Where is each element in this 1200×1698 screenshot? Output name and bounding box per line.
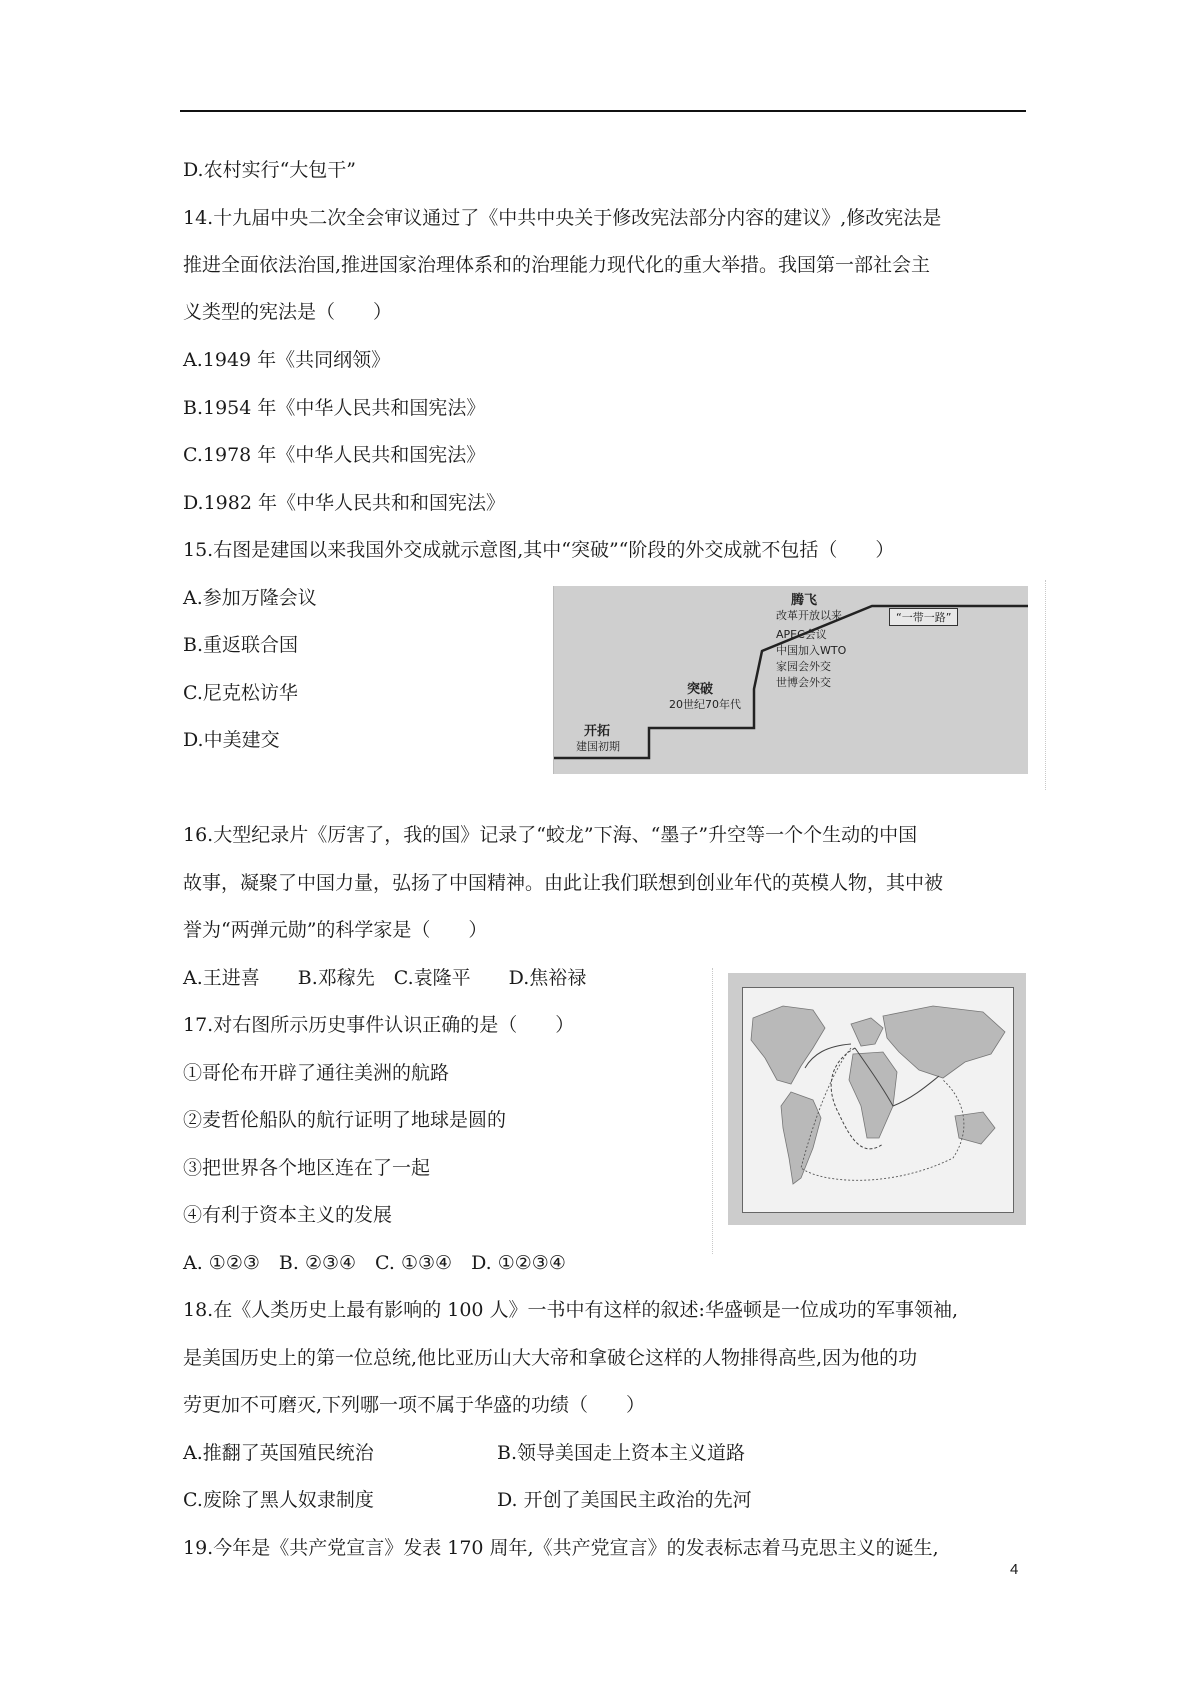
figure-guide-line [712,968,714,1254]
diplomacy-staircase-figure [553,586,1028,774]
step3-item: 中国加入WTO [776,644,847,657]
step3-item: 世博会外交 [776,676,831,689]
belt-road-banner: “一带一路” [889,608,958,626]
step3-item: APEC会议 [776,628,827,641]
q18-option-c: C.废除了黑人奴隶制度 [183,1489,374,1511]
q13-option-d: D.农村实行“大包干” [183,159,357,181]
figure-guide-line [1045,580,1047,790]
q17-stem: 17.对右图所示历史事件认识正确的是（ ） [183,1014,575,1036]
q17-options: A. ①②③ B. ②③④ C. ①③④ D. ①②③④ [183,1252,566,1274]
q17-statement-1: ①哥伦布开辟了通往美洲的航路 [183,1062,450,1084]
header-rule [180,110,1026,112]
step1-title: 开拓 [584,724,611,739]
q15-stem: 15.右图是建国以来我国外交成就示意图,其中“突破”“阶段的外交成就不包括（ ） [183,539,895,561]
q14-stem-line3: 义类型的宪法是（ ） [183,301,393,323]
q18-stem-line2: 是美国历史上的第一位总统,他比亚历山大大帝和拿破仑这样的人物排得高些,因为他的功 [183,1347,918,1369]
q14-option-b: B.1954 年《中华人民共和国宪法》 [183,397,486,419]
step2-subtitle: 20世纪70年代 [669,698,741,711]
q19-stem-line1: 19.今年是《共产党宣言》发表 170 周年,《共产党宣言》的发表标志着马克思主义的诞生, [183,1537,939,1559]
q14-option-d: D.1982 年《中华人民共和和国宪法》 [183,492,505,514]
q17-statement-4: ④有利于资本主义的发展 [183,1204,393,1226]
q16-stem-line1: 16.大型纪录片《厉害了，我的国》记录了“蛟龙”下海、“墨子”升空等一个个生动的中国 [183,824,918,846]
step2-title: 突破 [687,682,714,697]
page-number: 4 [1010,1561,1019,1578]
step3-item: 家园会外交 [776,660,831,673]
q15-option-a: A.参加万隆会议 [183,587,317,609]
q17-statement-2: ②麦哲伦船队的航行证明了地球是圆的 [183,1109,507,1131]
step3-subtitle: 改革开放以来 [776,609,842,622]
step3-title: 腾飞 [791,593,818,608]
q14-option-a: A.1949 年《共同纲领》 [183,349,391,371]
q16-stem-line2: 故事，凝聚了中国力量，弘扬了中国精神。由此让我们联想到创业年代的英模人物，其中被 [183,872,944,894]
q18-option-b: B.领导美国走上资本主义道路 [497,1442,746,1464]
q14-stem-line1: 14.十九届中央二次全会审议通过了《中共中央关于修改宪法部分内容的建议》,修改宪法是 [183,207,942,229]
world-voyages-map [728,973,1026,1225]
q15-option-c: C.尼克松访华 [183,682,298,704]
q16-stem-line3: 誉为“两弹元勋”的科学家是（ ） [183,919,488,941]
q14-stem-line2: 推进全面依法治国,推进国家治理体系和的治理能力现代化的重大举措。我国第一部社会主 [183,254,931,276]
q14-option-c: C.1978 年《中华人民共和国宪法》 [183,444,486,466]
q18-stem-line3: 劳更加不可磨灭,下列哪一项不属于华盛的功绩（ ） [183,1394,646,1416]
q16-options: A.王进喜 B.邓稼先 C.袁隆平 D.焦裕禄 [183,967,587,989]
q15-option-d: D.中美建交 [183,729,280,751]
q18-option-d: D. 开创了美国民主政治的先河 [497,1489,752,1511]
step1-subtitle: 建国初期 [576,740,620,753]
map-drawing [743,988,1013,1212]
q17-statement-3: ③把世界各个地区连在了一起 [183,1157,431,1179]
q18-stem-line1: 18.在《人类历史上最有影响的 100 人》一书中有这样的叙述:华盛顿是一位成功的军事领袖, [183,1299,959,1321]
map-panel [742,987,1014,1213]
q15-option-b: B.重返联合国 [183,634,299,656]
q18-option-a: A.推翻了英国殖民统治 [183,1442,374,1464]
